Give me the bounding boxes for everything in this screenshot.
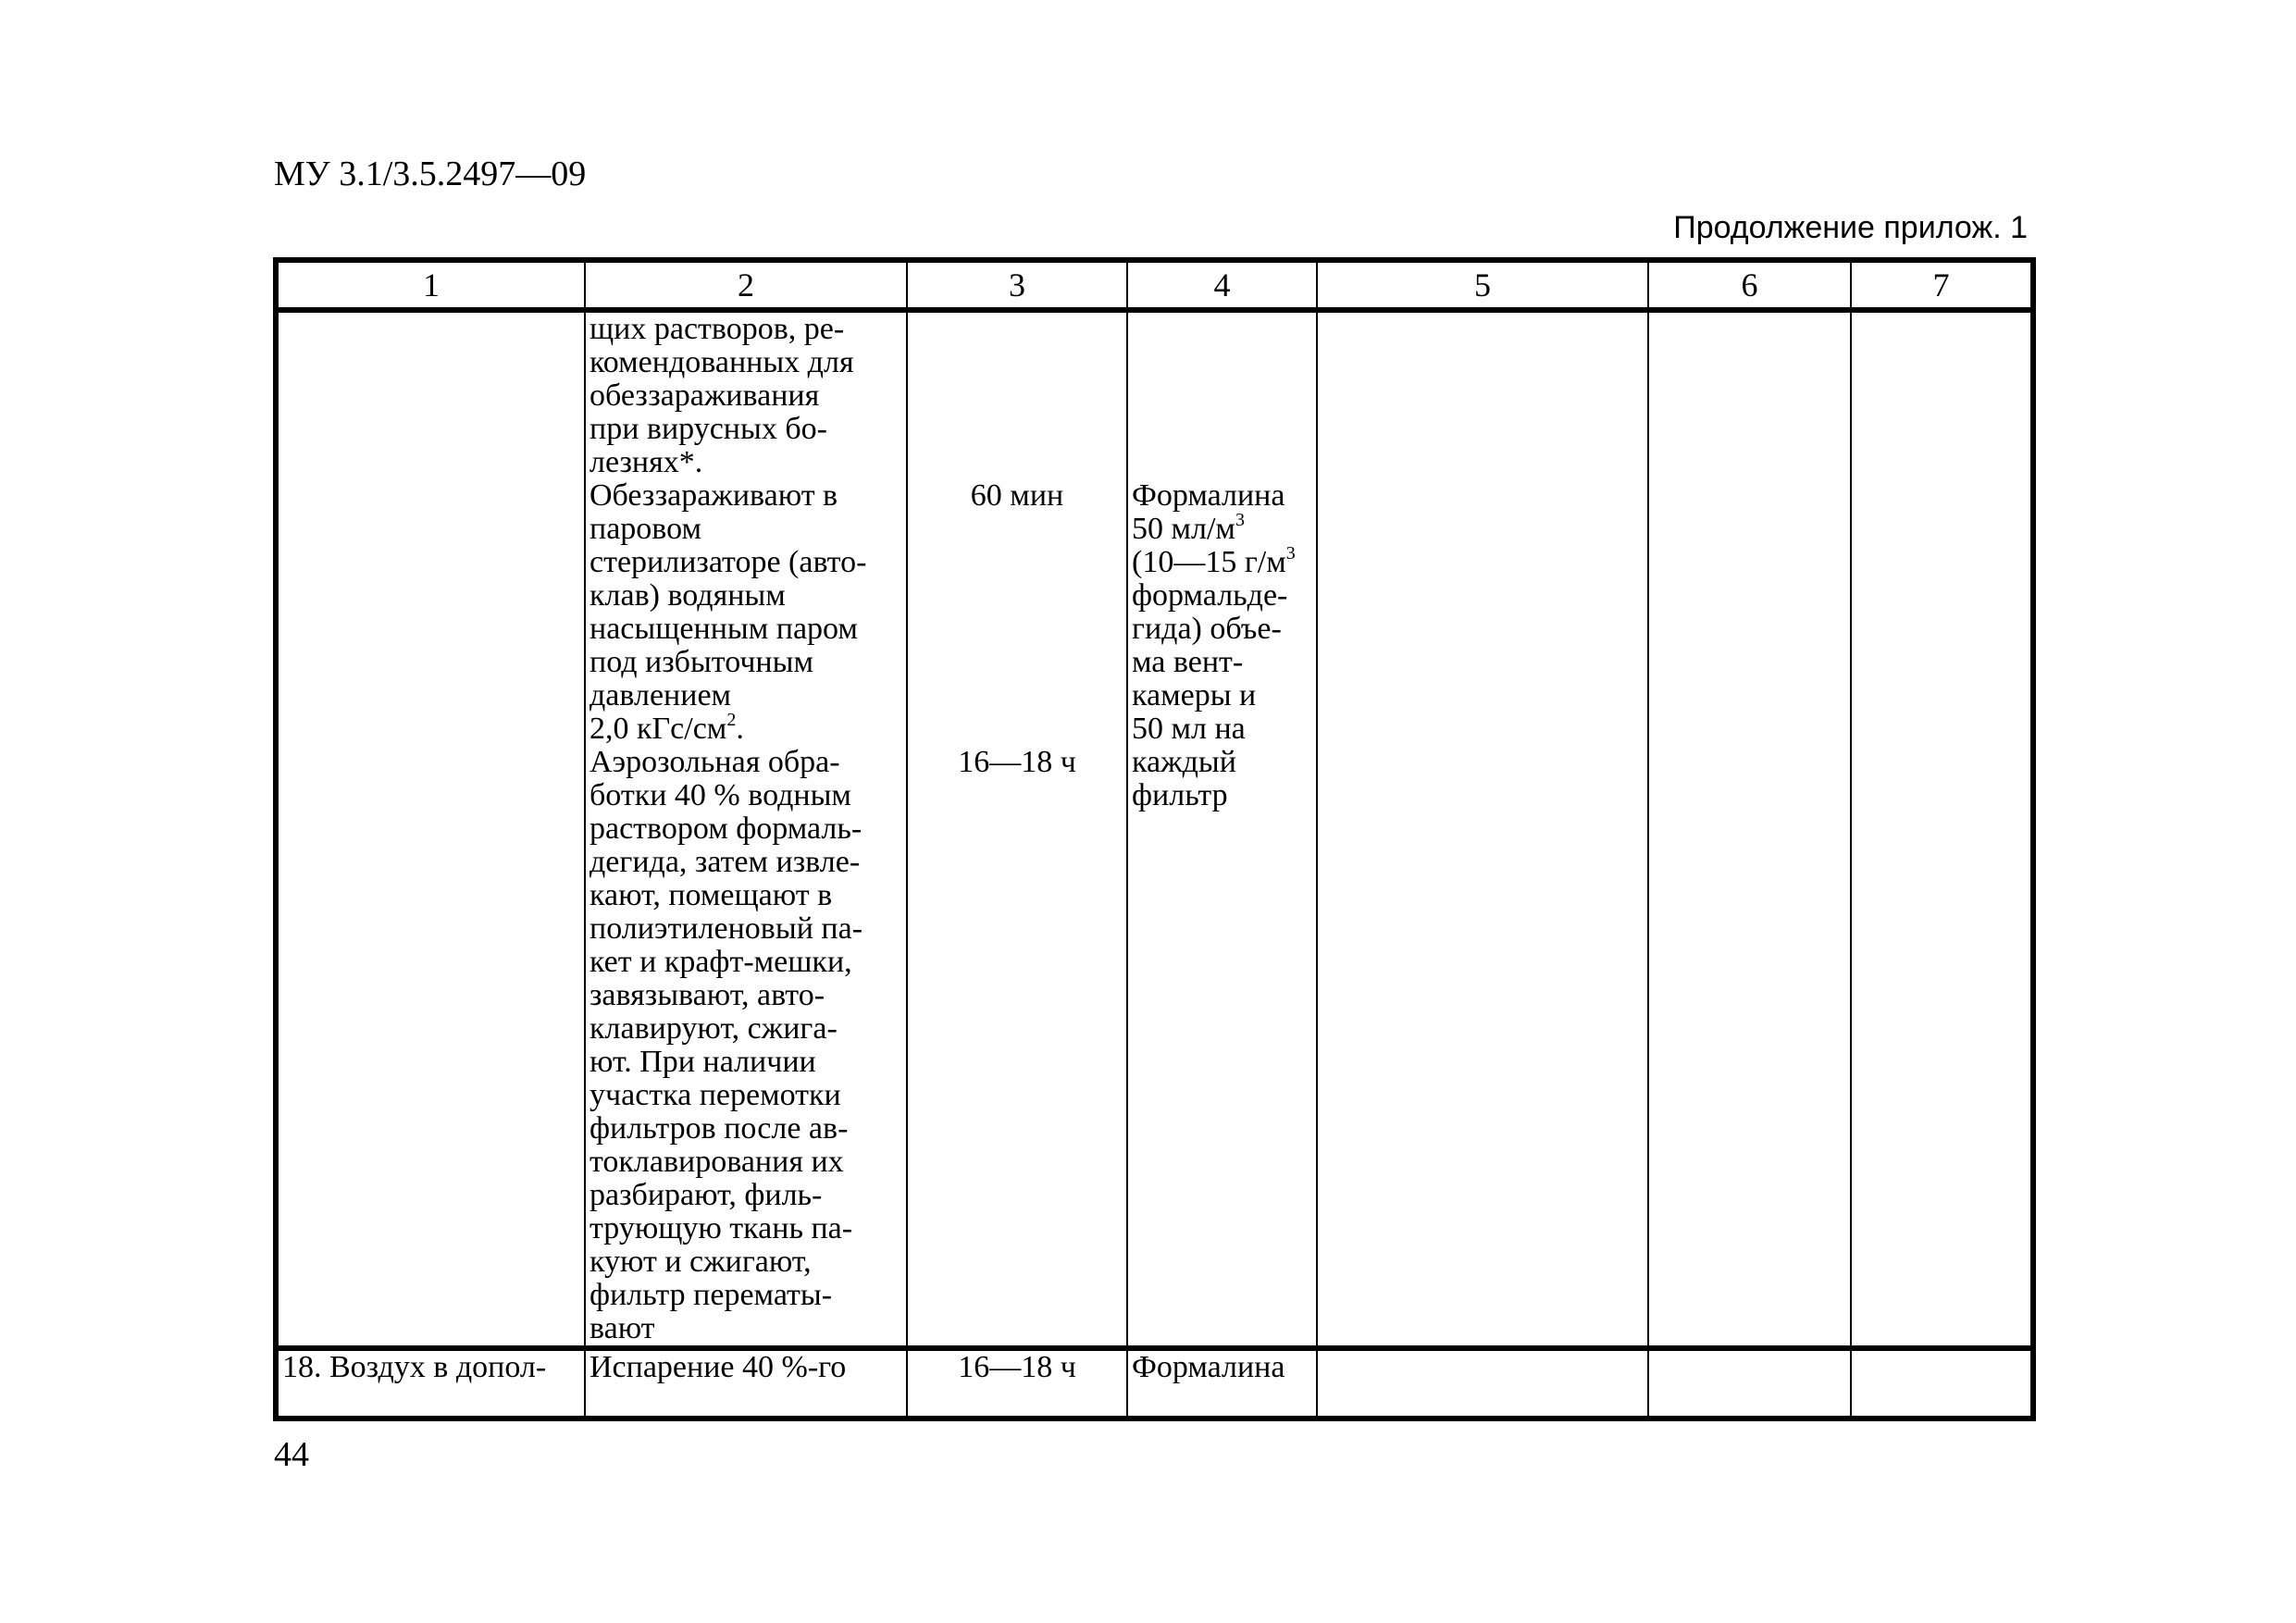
dose-line: фильтр bbox=[1132, 778, 1228, 812]
dose-line: ма вент- bbox=[1132, 645, 1244, 679]
empty-cell bbox=[1648, 310, 1851, 1348]
method-line: щих растворов, ре- bbox=[590, 312, 845, 346]
column-number: 2 bbox=[585, 260, 907, 310]
dose-line: формальде- bbox=[1132, 578, 1288, 613]
method-line: раствором формаль- bbox=[590, 812, 863, 846]
method-line: трующую ткань па- bbox=[590, 1211, 853, 1245]
empty-cell bbox=[1648, 1348, 1851, 1419]
method-line: клав) водяным bbox=[590, 578, 786, 613]
method-line: завязывают, авто- bbox=[590, 978, 825, 1012]
dose-line: Формалина bbox=[1132, 478, 1285, 513]
method-line: полиэтиленовый па- bbox=[590, 911, 863, 946]
method-line: стерилизаторе (авто- bbox=[590, 545, 867, 579]
method-line: токлавирования их bbox=[590, 1145, 844, 1179]
pressure-superscript: 2 bbox=[726, 710, 737, 730]
column-number: 1 bbox=[276, 260, 585, 310]
dose-line: камеры и bbox=[1132, 678, 1257, 712]
dose-line: каждый bbox=[1132, 745, 1236, 779]
method-line: дегида, затем извле- bbox=[590, 845, 861, 879]
exposure-cell bbox=[907, 310, 1127, 1348]
method-line: давлением bbox=[590, 678, 732, 712]
dose-line: 50 мл на bbox=[1132, 712, 1246, 746]
column-number: 3 bbox=[907, 260, 1127, 310]
method-line: разбирают, филь- bbox=[590, 1178, 823, 1212]
empty-cell bbox=[1317, 310, 1648, 1348]
method-line: фильтр перематы- bbox=[590, 1278, 833, 1312]
method-line: при вирусных бо- bbox=[590, 412, 827, 446]
object-cell: 18. Воздух в допол- bbox=[276, 1348, 585, 1419]
dose-cell: Формалина bbox=[1127, 1348, 1317, 1419]
method-line: куют и сжигают, bbox=[590, 1245, 812, 1279]
method-line: лезнях*. bbox=[590, 445, 703, 479]
exposure-time: 60 мин bbox=[970, 478, 1064, 513]
empty-cell bbox=[1851, 1348, 2033, 1419]
dose-line: гида) объе- bbox=[1132, 612, 1282, 646]
column-number-row bbox=[276, 260, 2033, 310]
pressure-period: . bbox=[736, 712, 744, 746]
method-line: комендованных для bbox=[590, 345, 854, 379]
method-line: паровом bbox=[590, 512, 701, 546]
method-line: обеззараживания bbox=[590, 378, 820, 413]
method-cell: Испарение 40 %-го bbox=[585, 1348, 907, 1419]
object-cell bbox=[276, 310, 585, 1348]
method-line: ботки 40 % водным bbox=[590, 778, 851, 812]
method-line: Аэрозольная обра- bbox=[590, 745, 840, 779]
column-number: 7 bbox=[1851, 260, 2033, 310]
pressure-value: 2,0 кГс/см bbox=[590, 712, 727, 746]
table-row bbox=[276, 1348, 2033, 1419]
method-line: фильтров после ав- bbox=[590, 1111, 849, 1146]
page-number: 44 bbox=[274, 1435, 309, 1474]
disinfection-table bbox=[273, 257, 2036, 1421]
column-number: 5 bbox=[1317, 260, 1648, 310]
method-line: клавируют, сжига- bbox=[590, 1011, 838, 1046]
method-line: ют. При наличии bbox=[590, 1045, 816, 1079]
dose-cell bbox=[1127, 310, 1317, 1348]
method-line: вают bbox=[590, 1311, 655, 1345]
exposure-time: 16—18 ч bbox=[958, 745, 1076, 779]
column-number: 4 bbox=[1127, 260, 1317, 310]
table-row bbox=[276, 310, 2033, 1348]
column-number: 6 bbox=[1648, 260, 1851, 310]
method-line: участка перемотки bbox=[590, 1078, 841, 1112]
pressure-line bbox=[590, 712, 902, 746]
dose-line: (10—15 $г/м^3$ bbox=[1132, 543, 1296, 579]
empty-cell bbox=[1851, 310, 2033, 1348]
dose-line: 50 $мл/м^3$ bbox=[1132, 510, 1245, 546]
method-line: Обеззараживают в bbox=[590, 478, 838, 513]
method-line: кают, помещают в bbox=[590, 878, 833, 912]
method-line: кет и крафт-мешки, bbox=[590, 945, 852, 979]
exposure-cell: 16—18 ч bbox=[907, 1348, 1127, 1419]
document-code: МУ 3.1/3.5.2497—09 bbox=[274, 155, 587, 193]
empty-cell bbox=[1317, 1348, 1648, 1419]
method-cell bbox=[585, 310, 907, 1348]
method-line: под избыточным bbox=[590, 645, 813, 679]
continuation-note: Продолжение прилож. 1 bbox=[1673, 210, 2028, 245]
method-line: насыщенным паром bbox=[590, 612, 858, 646]
